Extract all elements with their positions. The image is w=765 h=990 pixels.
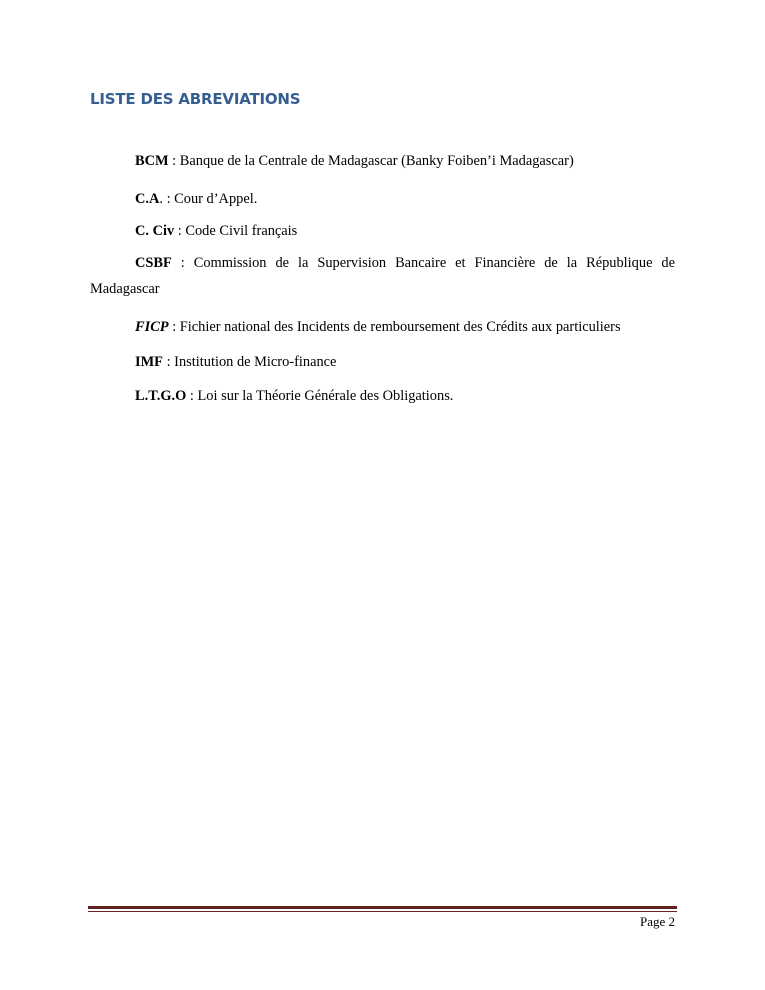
abbreviation-entry-ltgo xyxy=(90,383,675,409)
abbreviation-definition: : Banque de la Centrale de Madagascar (Banky Foiben’i Madagascar) xyxy=(168,153,574,169)
abbreviation-entry-ca xyxy=(90,186,675,212)
abbreviation-term: FICP xyxy=(135,319,169,335)
abbreviation-entry-ficp xyxy=(90,314,675,340)
abbreviation-term: C.A xyxy=(135,191,160,207)
abbreviation-definition: : Fichier national des Incidents de remboursement des Crédits aux particuliers xyxy=(168,319,621,335)
page-title: LISTE DES ABREVIATIONS xyxy=(90,90,301,108)
abbreviation-entry-bcm xyxy=(90,148,675,174)
abbreviation-term: CSBF xyxy=(135,255,172,271)
abbreviation-definition: : Loi sur la Théorie Générale des Obligations. xyxy=(186,388,454,404)
abbreviation-entry-civ xyxy=(90,218,675,244)
footer-rule-thick xyxy=(88,906,677,909)
abbreviation-term: C. Civ xyxy=(135,223,175,239)
abbreviation-entry-imf xyxy=(90,349,675,375)
abbreviation-term: BCM xyxy=(135,153,169,169)
abbreviation-definition: : Code Civil français xyxy=(174,223,298,239)
abbreviation-entry-csbf xyxy=(90,250,675,302)
page-number: Page 2 xyxy=(639,914,675,929)
footer-rule-thin xyxy=(88,911,677,912)
abbreviation-term: L.T.G.O xyxy=(135,388,187,404)
abbreviation-definition: : Commission de la Supervision Bancaire et Financière de la République de Madagascar xyxy=(90,255,675,297)
abbreviation-definition: . : Cour d’Appel. xyxy=(159,191,258,207)
abbreviation-definition: : Institution de Micro-finance xyxy=(162,354,337,370)
abbreviation-term: IMF xyxy=(135,354,163,370)
